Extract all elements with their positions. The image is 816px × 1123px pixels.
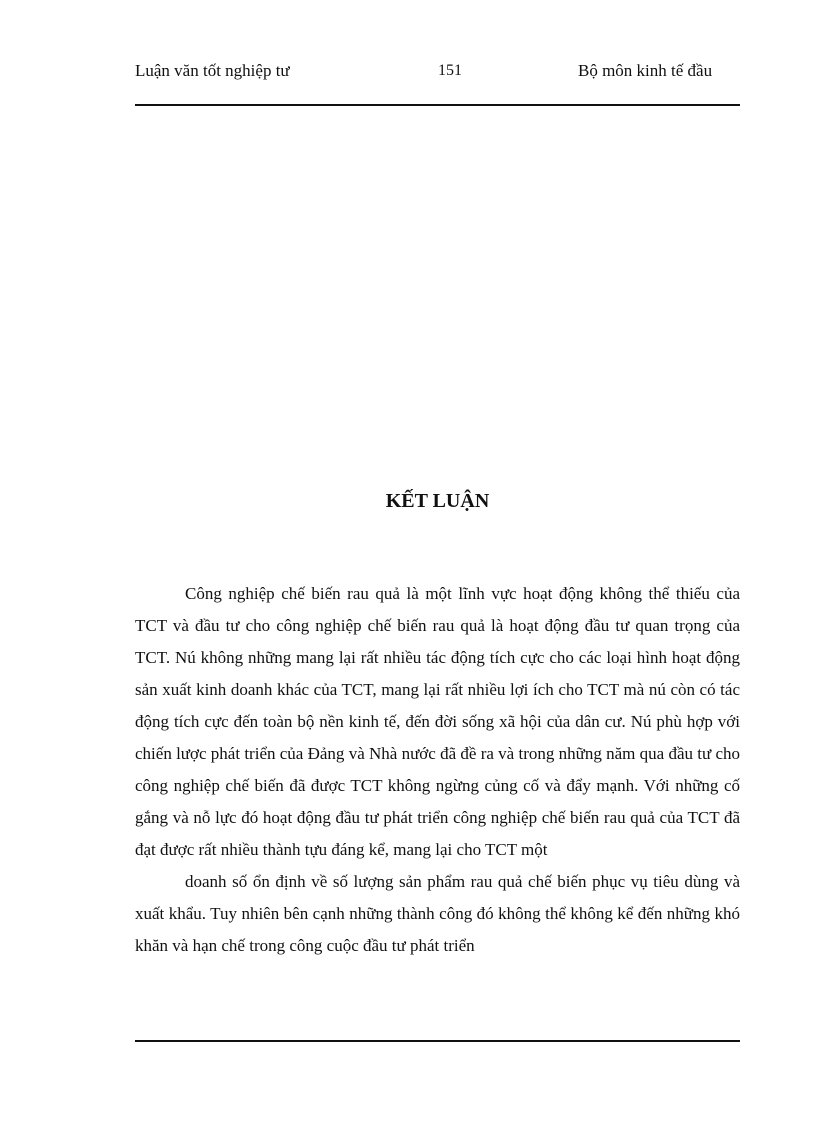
page-number: 151 bbox=[438, 62, 462, 79]
footer-divider bbox=[135, 1040, 740, 1042]
header-divider bbox=[135, 104, 740, 106]
paragraph: Công nghiệp chế biến rau quả là một lĩnh vực hoạt động không thể thiếu của TCT và đầu tư cho công nghiệp chế biến rau quả là hoạt động đầu tư quan trọng của TCT. Nú không những mang lại rất nhiều tác động tích cực cho các loại hình hoạt động sản xuất kinh doanh khác của TCT, mang lại rất nhiều lợi ích cho TCT mà nú còn có tác động tích cực đến toàn bộ nền kinh tế, đến đời sống xã hội của dân cư. Nú phù hợp với chiến lược phát triển của Đảng và Nhà nước đã đề ra và trong những năm qua đầu tư cho công nghiệp chế biến đã được TCT không ngừng củng cố và đẩy mạnh. Với những cố gắng và nỗ lực đó hoạt động đầu tư phát triển công nghiệp chế biến rau quả của TCT đã đạt được rất nhiều thành tựu đáng kể, mang lại cho TCT một bbox=[135, 584, 740, 859]
page-header bbox=[135, 60, 740, 104]
header-department-label: Bộ môn kinh tế đầu bbox=[578, 61, 713, 80]
paragraph: doanh số ổn định về số lượng sản phẩm rau quả chế biến phục vụ tiêu dùng và xuất khẩu. Tuy nhiên bên cạnh những thành công đó không thể không kể đến những khó khăn và hạn chế trong công cuộc đầu tư phát triển bbox=[135, 872, 740, 955]
header-thesis-label: Luận văn tốt nghiệp tư bbox=[135, 61, 290, 80]
body-text bbox=[135, 578, 740, 962]
section-title: KẾT LUẬN bbox=[385, 490, 490, 512]
